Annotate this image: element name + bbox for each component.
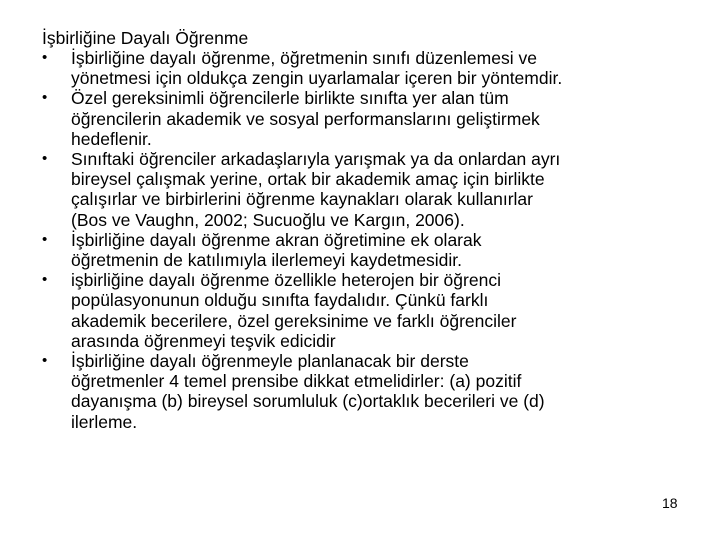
bullet-marker: • bbox=[42, 352, 48, 370]
slide-title: İşbirliğine Dayalı Öğrenme bbox=[42, 28, 249, 48]
bullet-text-line: arasında öğrenmeyi teşvik edicidir bbox=[71, 330, 336, 351]
bullet-text-line: ilerleme. bbox=[71, 411, 138, 432]
bullet-text-line: İşbirliğine dayalı öğrenme akran öğretimine ek olarak bbox=[71, 229, 482, 250]
bullet-list bbox=[42, 48, 702, 432]
bullet-text-line: hedeflenir. bbox=[71, 128, 152, 149]
bullet-text-line: Özel gereksinimli öğrencilerle birlikte sınıfta yer alan tüm bbox=[71, 88, 509, 109]
bullet-marker: • bbox=[42, 271, 48, 289]
page-number: 18 bbox=[662, 495, 678, 511]
bullet-item bbox=[42, 88, 702, 149]
bullet-text-line: çalışırlar ve birbirlerini öğrenme kaynakları olarak kullanırlar bbox=[71, 189, 533, 210]
bullet-text-line: öğretmenin de katılımıyla ilerlemeyi kaydetmesidir. bbox=[71, 250, 462, 271]
bullet-text-line: öğrencilerin akademik ve sosyal performanslarını geliştirmek bbox=[71, 108, 540, 129]
bullet-marker: • bbox=[42, 150, 48, 168]
bullet-text-line: yönetmesi için oldukça zengin uyarlamalar içeren bir yöntemdir. bbox=[71, 68, 563, 89]
bullet-item bbox=[42, 351, 702, 432]
bullet-text-line: (Bos ve Vaughn, 2002; Sucuoğlu ve Kargın, 2006). bbox=[71, 209, 465, 230]
bullet-item bbox=[42, 48, 702, 88]
bullet-text-line: dayanışma (b) bireysel sorumluluk (c)ortaklık becerileri ve (d) bbox=[71, 391, 545, 412]
bullet-text-line: Sınıftaki öğrenciler arkadaşlarıyla yarışmak ya da onlardan ayrı bbox=[71, 149, 561, 170]
bullet-text-line: İşbirliğine dayalı öğrenmeyle planlanacak bir derste bbox=[71, 351, 469, 372]
bullet-marker: • bbox=[42, 49, 48, 66]
bullet-marker: • bbox=[42, 230, 48, 248]
bullet-marker: • bbox=[42, 89, 48, 107]
bullet-item bbox=[42, 270, 702, 351]
bullet-text-line: İşbirliğine dayalı öğrenme, öğretmenin sınıfı düzenlemesi ve bbox=[71, 48, 537, 68]
bullet-text-line: bireysel çalışmak yerine, ortak bir akademik amaç için birlikte bbox=[71, 169, 545, 190]
bullet-text-line: işbirliğine dayalı öğrenme özellikle heterojen bir öğrenci bbox=[71, 270, 501, 291]
bullet-text-line: öğretmenler 4 temel prensibe dikkat etmelidirler: (a) pozitif bbox=[71, 371, 522, 392]
bullet-text-line: akademik becerilere, özel gereksinime ve farklı öğrenciler bbox=[71, 310, 517, 331]
bullet-text-line: popülasyonunun olduğu sınıfta faydalıdır. Çünkü farklı bbox=[71, 290, 489, 311]
bullet-item bbox=[42, 149, 702, 230]
bullet-item bbox=[42, 230, 702, 270]
